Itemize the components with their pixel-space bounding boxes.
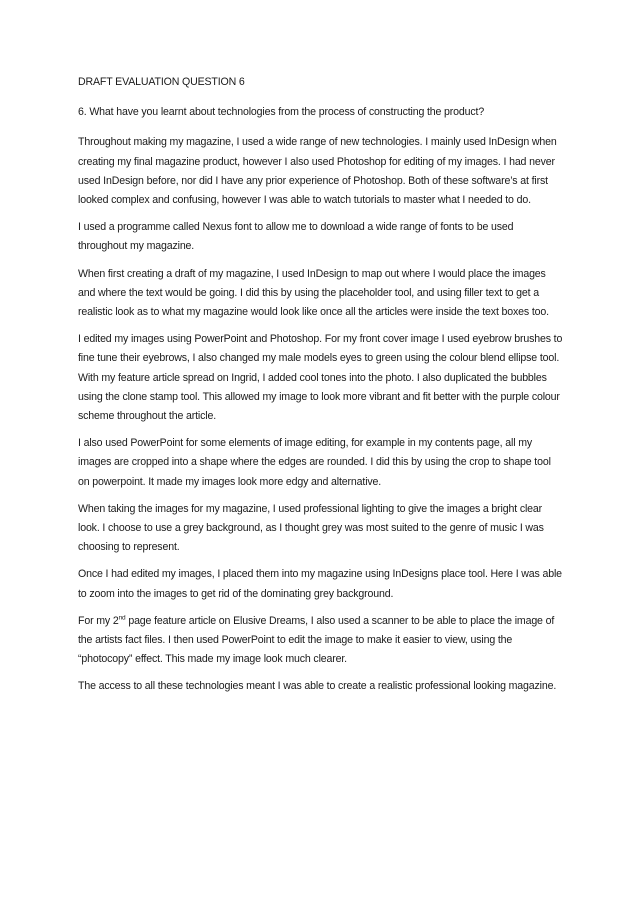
paragraph: I also used PowerPoint for some elements of image editing, for example in my contents page, all my images are cropped into a shape where the edges are rounded. I did this by using the crop to shape tool on powerpoint. It made my images look more edgy and alternative. xyxy=(78,437,551,488)
paragraph: I used a programme called Nexus font to allow me to download a wide range of fonts to be used throughout my magazine. xyxy=(78,221,514,253)
paragraph: I edited my images using PowerPoint and Photoshop. For my front cover image I used eyebrow brushes to fine tune their eyebrows, I also changed my male models eyes to green using the colour blend ellipse tool. With my feature article spread on Ingrid, I added cool tones into the photo. I also duplicated the bubbles using the clone stamp tool. This allowed my image to look more vibrant and fit better with the purple colour scheme throughout the article. xyxy=(78,333,563,423)
paragraph-text-start: For my 2 xyxy=(78,614,119,627)
ordinal-superscript: nd xyxy=(118,614,126,622)
paragraph: When first creating a draft of my magazine, I used InDesign to map out where I would place the images and where the text would be going. I did this by using the placeholder tool, and using filler text to get a realistic look as to what my magazine would look like once all the articles were inside the text boxes too. xyxy=(78,267,549,319)
closing-paragraph: The access to all these technologies meant I was able to create a realistic professional looking magazine. xyxy=(78,680,557,693)
paragraph: When taking the images for my magazine, I used professional lighting to give the images a bright clear look. I choose to use a grey background, as I thought grey was most suited to the genre of music I was choosing to represent. xyxy=(78,502,544,554)
paragraph-feature-article xyxy=(78,612,564,670)
question-heading: 6. What have you learnt about technologies from the process of constructing the product? xyxy=(78,106,485,119)
paragraph-text-end: page feature article on Elusive Dreams, I also used a scanner to be able to place the image of the artists fact files. I then used PowerPoint to edit the image to make it easier to view, using the “photocopy” effect. This made my image look much clearer. xyxy=(78,614,555,666)
paragraph: Once I had edited my images, I placed them into my magazine using InDesigns place tool. Here I was able to zoom into the images to get rid of the dominating grey background. xyxy=(78,568,562,600)
document-title: DRAFT EVALUATION QUESTION 6 xyxy=(78,76,245,88)
paragraph: Throughout making my magazine, I used a wide range of new technologies. I mainly used InDesign when creating my final magazine product, however I also used Photoshop for editing of my images. I had never used InDesign before, nor did I have any prior experience of Photoshop. Both of these software’s at first looked complex and confusing, however I was able to watch tutorials to master what I needed to do. xyxy=(78,136,557,207)
document-body xyxy=(78,73,564,705)
